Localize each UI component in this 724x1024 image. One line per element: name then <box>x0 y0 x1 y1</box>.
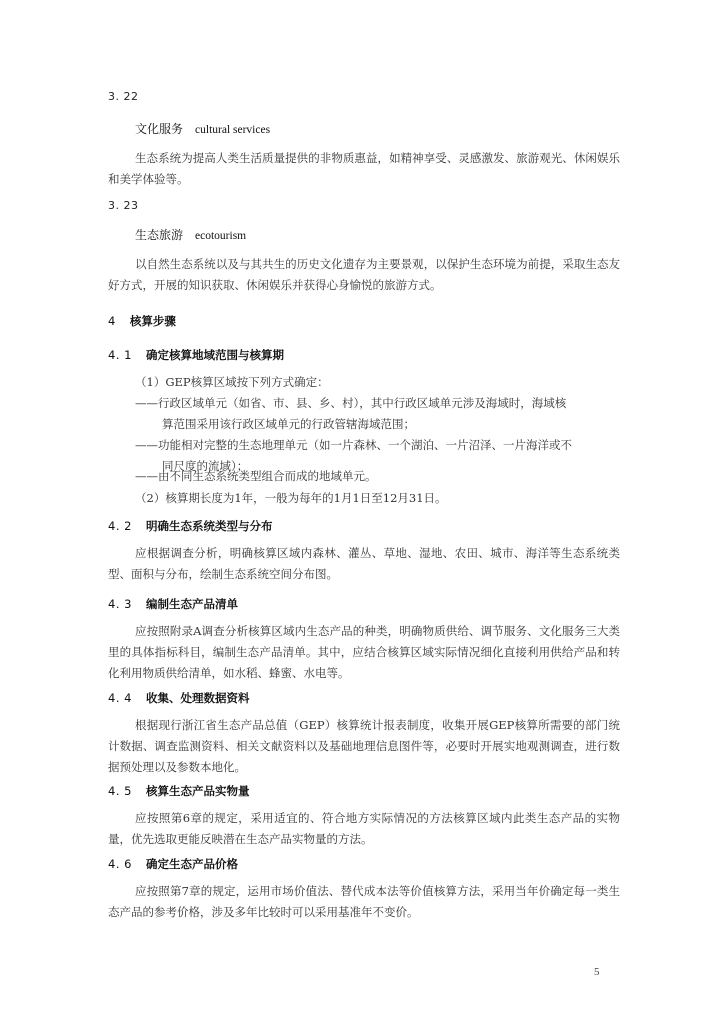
term-cultural-services <box>135 120 270 137</box>
page-number: 5 <box>594 966 600 978</box>
term-cn: 文化服务 <box>135 122 184 136</box>
section-heading-4-1 <box>108 347 284 363</box>
section-heading-4-5 <box>108 783 249 799</box>
section-title: 明确生态系统类型与分布 <box>145 519 273 533</box>
section-heading-4-2 <box>108 518 272 534</box>
section-heading-4-6 <box>108 856 238 872</box>
paragraph-4-5: 应按照第6章的规定，采用适宜的、符合地方实际情况的方法核算区域内此类生态产品的实物量，优先选取更能反映潜在生态产品实物量的方法。 <box>108 811 620 846</box>
section-number-3-23: 3. 23 <box>108 199 139 212</box>
section-heading-4-4 <box>108 690 249 706</box>
term-en: cultural services <box>195 124 271 136</box>
chapter-title: 核算步骤 <box>129 314 176 328</box>
chapter-heading-4 <box>108 313 176 329</box>
definition-cultural-services: 生态系统为提高人类生活质量提供的非物质惠益，如精神享受、灵感激发、旅游观光、休闲娱乐和美学体验等。 <box>108 151 620 186</box>
section-number: 4. 3 <box>108 597 132 611</box>
section-heading-4-3 <box>108 596 238 612</box>
list-line-7: （2）核算期长度为1年，一般为每年的1月1日至12月31日。 <box>135 491 447 505</box>
list-line-2: ——行政区域单元（如省、市、县、乡、村），其中行政区域单元涉及海域时，海域核 <box>135 396 567 410</box>
section-number: 4. 4 <box>108 691 132 705</box>
section-number: 4. 1 <box>108 348 132 362</box>
section-title: 确定核算地域范围与核算期 <box>145 348 284 362</box>
list-line-6: ——由不同生态系统类型组合而成的地域单元。 <box>135 469 377 483</box>
section-number: 4. 6 <box>108 857 132 871</box>
chapter-number: 4 <box>108 314 116 328</box>
term-en: ecotourism <box>195 230 247 242</box>
paragraph-4-6: 应按照第7章的规定，运用市场价值法、替代成本法等价值核算方法，采用当年价确定每一类生态产品的参考价格，涉及多年比较时可以采用基准年不变价。 <box>108 884 620 919</box>
section-number-3-22: 3. 22 <box>108 90 139 103</box>
list-line-3: 算范围采用该行政区域单元的行政管辖海域范围； <box>162 417 415 431</box>
paragraph-4-4: 根据现行浙江省生态产品总值（GEP）核算统计报表制度，收集开展GEP核算所需要的部门统计数据、调查监测资料、相关文献资料以及基础地理信息图件等，必要时开展实地观测调查，进行数据预处理以及参数本地化。 <box>108 718 620 774</box>
list-line-1: （1）GEP核算区域按下列方式确定： <box>135 375 329 389</box>
list-line-5: 同尺度的流域）； <box>162 459 249 473</box>
section-title: 确定生态产品价格 <box>145 857 238 871</box>
term-ecotourism <box>135 226 246 243</box>
term-cn: 生态旅游 <box>135 228 184 242</box>
section-title: 编制生态产品清单 <box>145 597 238 611</box>
section-number: 4. 2 <box>108 519 132 533</box>
list-line-4: ——功能相对完整的生态地理单元（如一片森林、一个湖泊、一片沼泽、一片海洋或不 <box>135 438 572 452</box>
section-title: 收集、处理数据资料 <box>145 691 250 705</box>
paragraph-4-3: 应按照附录A调查分析核算区域内生态产品的种类，明确物质供给、调节服务、文化服务三大类里的具体指标科目，编制生态产品清单。其中，应结合核算区域实际情况细化直接利用供给产品和转化利用物质供给清单，如水稻、蜂蜜、水电等。 <box>108 624 620 680</box>
definition-ecotourism: 以自然生态系统以及与其共生的历史文化遗存为主要景观，以保护生态环境为前提，采取生态友好方式，开展的知识获取、休闲娱乐并获得心身愉悦的旅游方式。 <box>108 257 620 292</box>
section-title: 核算生态产品实物量 <box>145 784 250 798</box>
paragraph-4-2: 应根据调查分析，明确核算区域内森林、灌丛、草地、湿地、农田、城市、海洋等生态系统类型、面积与分布，绘制生态系统空间分布图。 <box>108 546 620 581</box>
section-number: 4. 5 <box>108 784 132 798</box>
